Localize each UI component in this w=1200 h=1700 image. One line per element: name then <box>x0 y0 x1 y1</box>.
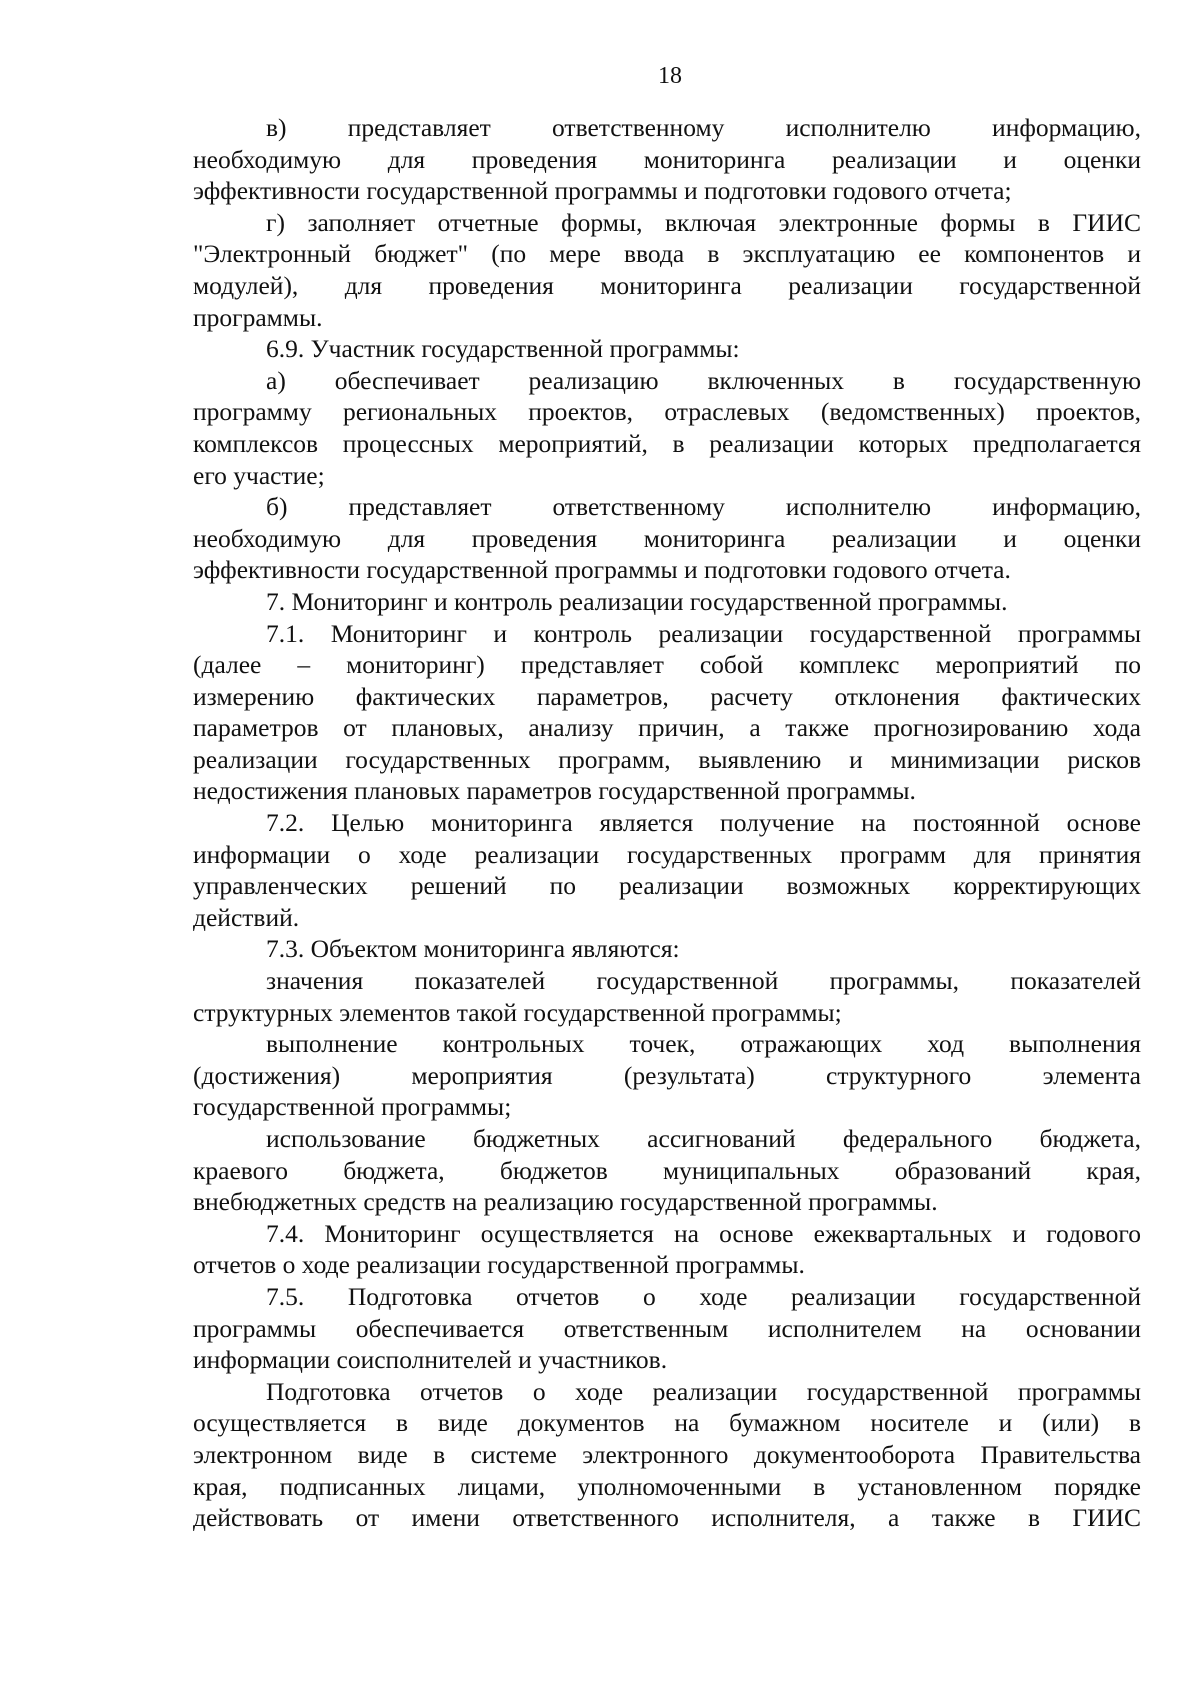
page-number: 18 <box>658 63 682 89</box>
text-line: 7.1. Мониторинг и контроль реализации государственной программы <box>266 618 1141 648</box>
text-line: (достижения) мероприятия (результата) структурного элемента <box>193 1060 1141 1090</box>
text-line: осуществляется в виде документов на бумажном носителе и (или) в <box>193 1408 1141 1438</box>
text-line: комплексов процессных мероприятий, в реализации которых предполагается <box>193 428 1141 458</box>
text-line: 6.9. Участник государственной программы: <box>266 334 740 364</box>
text-line: внебюджетных средств на реализацию государственной программы. <box>193 1187 938 1217</box>
text-line: необходимую для проведения мониторинга реализации и оценки <box>193 144 1141 174</box>
text-line: измерению фактических параметров, расчету отклонения фактических <box>193 681 1141 711</box>
text-line: действовать от имени ответственного исполнителя, а также в ГИИС <box>193 1503 1141 1533</box>
text-line: 7.5. Подготовка отчетов о ходе реализации государственной <box>266 1281 1141 1311</box>
text-line: Подготовка отчетов о ходе реализации государственной программы <box>266 1376 1141 1406</box>
text-line: выполнение контрольных точек, отражающих ход выполнения <box>266 1029 1141 1059</box>
text-line: 7.2. Целью мониторинга является получение на постоянной основе <box>266 808 1141 838</box>
text-line: "Электронный бюджет" (по мере ввода в эксплуатацию ее компонентов и <box>193 239 1141 269</box>
document-body <box>193 112 1141 1534</box>
text-line: модулей), для проведения мониторинга реализации государственной <box>193 270 1141 300</box>
text-line: государственной программы; <box>193 1092 512 1122</box>
text-line: а) обеспечивает реализацию включенных в государственную <box>266 365 1141 395</box>
text-line: программу региональных проектов, отраслевых (ведомственных) проектов, <box>193 397 1141 427</box>
text-line: необходимую для проведения мониторинга реализации и оценки <box>193 523 1141 553</box>
text-line: 7. Мониторинг и контроль реализации государственной программы. <box>266 586 1008 616</box>
text-line: 7.3. Объектом мониторинга являются: <box>266 934 680 964</box>
text-line: параметров от плановых, анализу причин, а также прогнозированию хода <box>193 713 1141 743</box>
text-line: значения показателей государственной программы, показателей <box>266 966 1141 996</box>
text-line: недостижения плановых параметров государственной программы. <box>193 776 916 806</box>
text-line: реализации государственных программ, выявлению и минимизации рисков <box>193 744 1141 774</box>
text-line: использование бюджетных ассигнований федерального бюджета, <box>266 1124 1141 1153</box>
text-line: структурных элементов такой государственной программы; <box>193 997 842 1027</box>
text-line: управленческих решений по реализации возможных корректирующих <box>193 871 1141 901</box>
text-line: информации соисполнителей и участников. <box>193 1345 668 1375</box>
text-line: программы обеспечивается ответственным исполнителем на основании <box>193 1313 1141 1343</box>
text-line: б) представляет ответственному исполнителю информацию, <box>266 492 1141 522</box>
text-line: отчетов о ходе реализации государственной программы. <box>193 1250 805 1280</box>
text-line: программы. <box>193 302 323 332</box>
text-line: информации о ходе реализации государственных программ для принятия <box>193 839 1141 869</box>
text-line: края, подписанных лицами, уполномоченными в установленном порядке <box>193 1471 1141 1501</box>
text-line: г) заполняет отчетные формы, включая электронные формы в ГИИС <box>266 207 1141 237</box>
text-line: 7.4. Мониторинг осуществляется на основе ежеквартальных и годового <box>266 1218 1141 1248</box>
text-line: (далее – мониторинг) представляет собой комплекс мероприятий по <box>193 650 1141 680</box>
text-line: электронном виде в системе электронного документооборота Правительства <box>193 1439 1141 1469</box>
text-line: эффективности государственной программы и подготовки годового отчета; <box>193 176 1012 206</box>
text-line: в) представляет ответственному исполнителю информацию, <box>266 113 1141 142</box>
text-line: его участие; <box>193 460 325 490</box>
text-line: краевого бюджета, бюджетов муниципальных образований края, <box>193 1155 1141 1185</box>
text-line: действий. <box>193 902 300 932</box>
text-line: эффективности государственной программы и подготовки годового отчета. <box>193 555 1011 585</box>
